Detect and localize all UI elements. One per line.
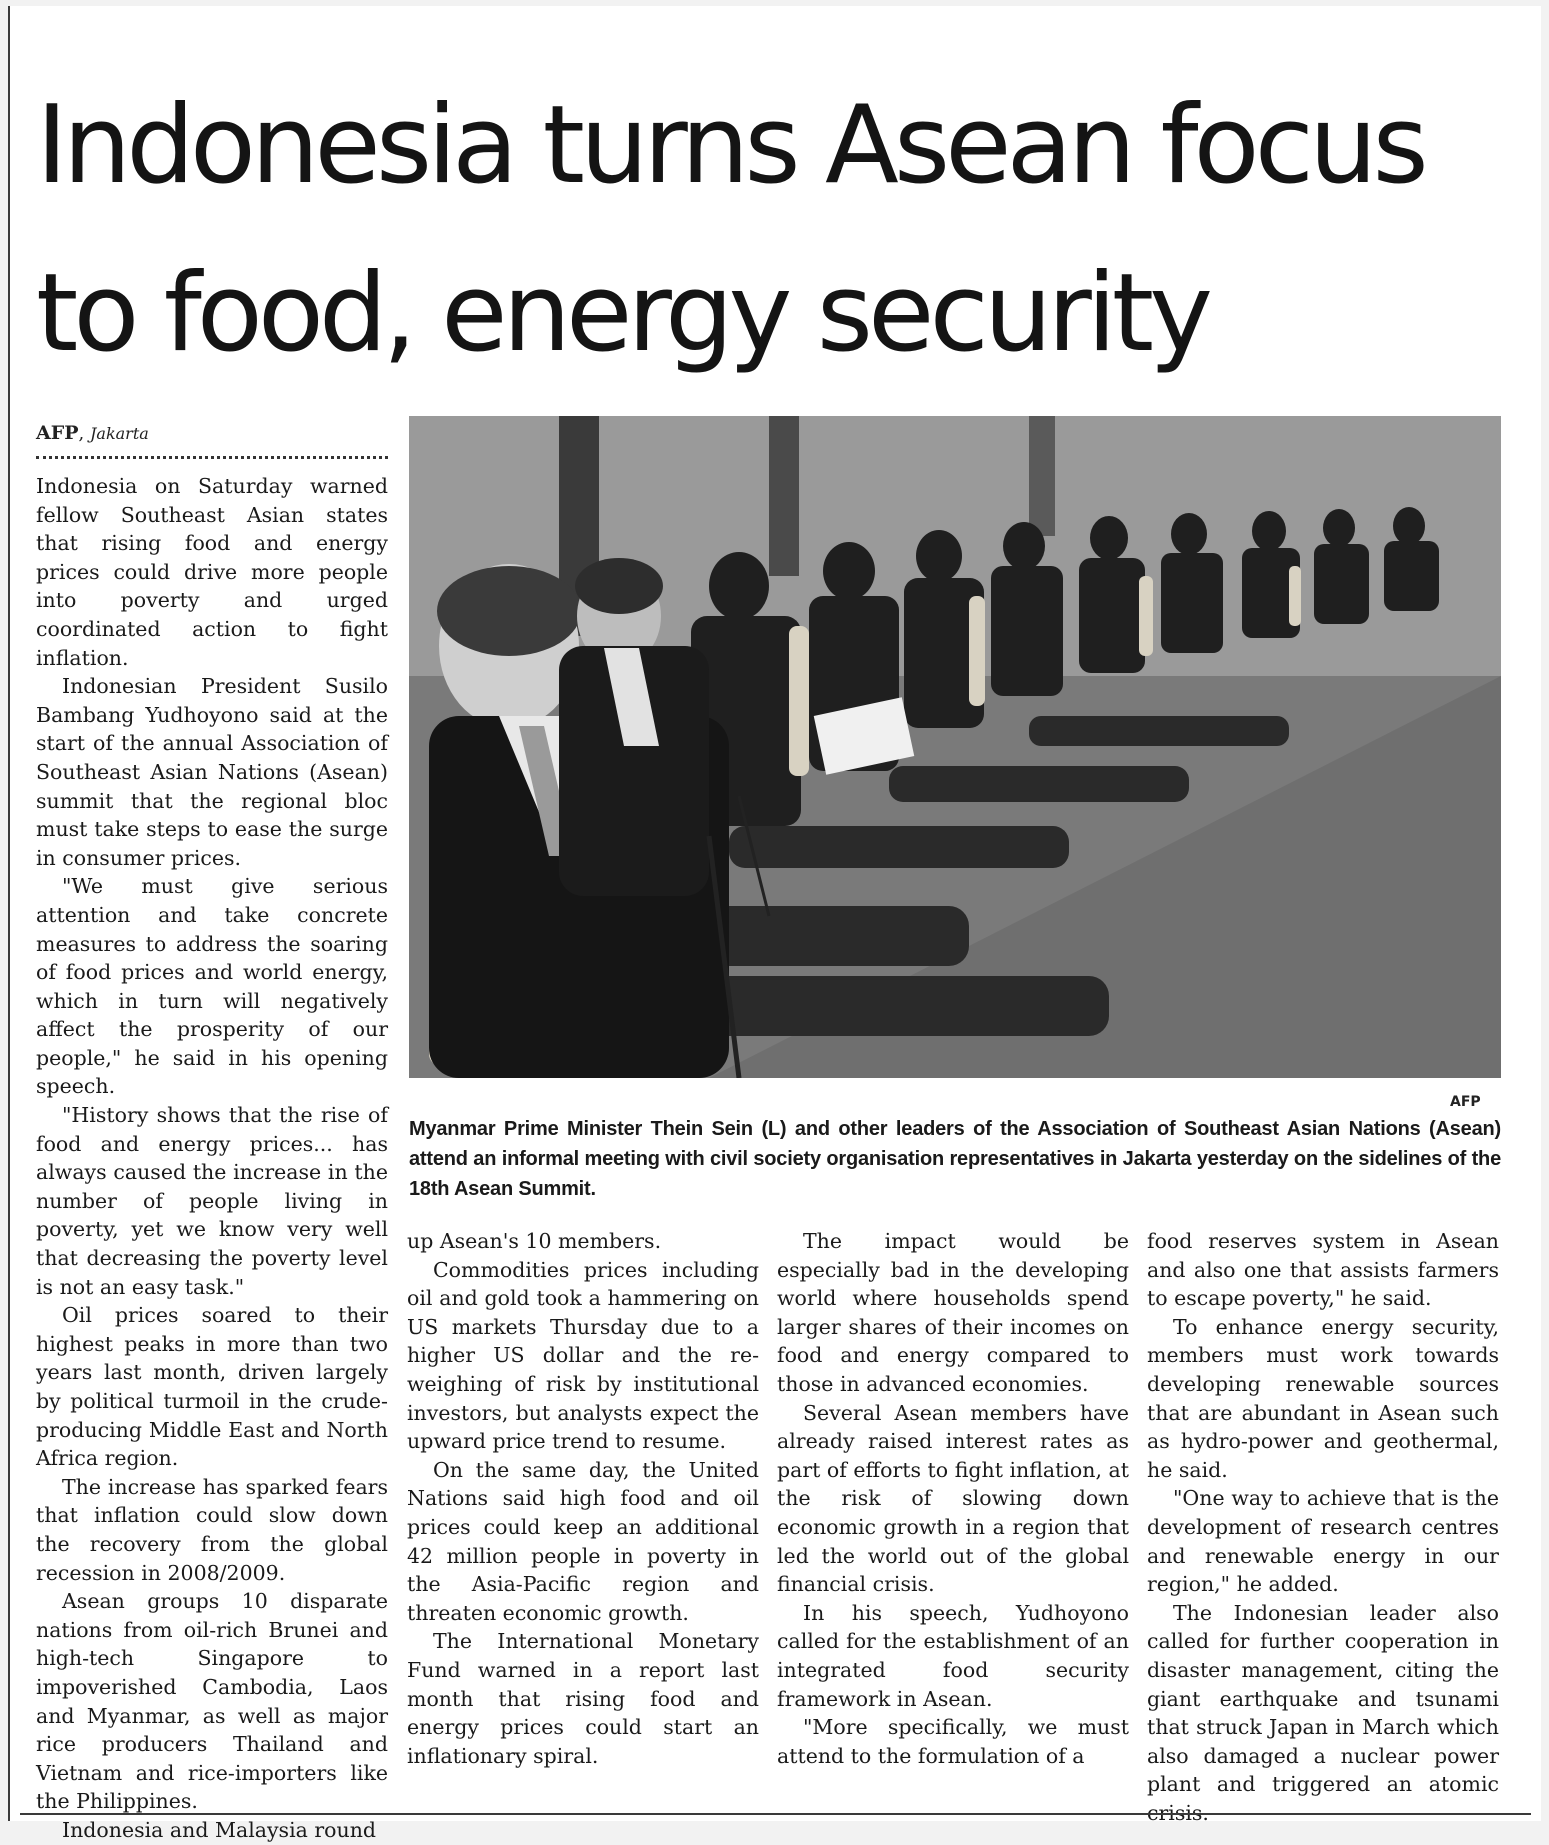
photo-illustration xyxy=(409,416,1501,1078)
photo-caption: Myanmar Prime Minister Thein Sein (L) and other leaders of the Association of Southeast Asian Nations (Asean) attend an informal meeting with civil society organisation representatives in Jakarta yesterday on the sidelines of the 18th Asean Summit. xyxy=(409,1118,1501,1200)
paragraph: food reserves system in Asean and also one that assists farmers to escape poverty," he said. xyxy=(1147,1229,1499,1311)
page-bottom-rule xyxy=(20,1813,1531,1815)
paragraph: "We must give serious attention and take concrete measures to address the soaring of food prices and world energy, which in turn will negatively affect the prosperity of our people," he said in his opening speech. xyxy=(36,874,388,1099)
paragraph: "History shows that the rise of food and energy prices... has always caused the increase in the number of people living in poverty, yet we know very well that decreasing the poverty level is not an easy task." xyxy=(36,1103,388,1299)
paragraph: Asean groups 10 disparate nations from oil-rich Brunei and high-tech Singapore to impoverished Cambodia, Laos and Myanmar, as well as major rice producers Thailand and Vietnam and rice-importers like the Philippines. xyxy=(36,1589,388,1814)
newspaper-page xyxy=(8,6,1541,1842)
paragraph: "One way to achieve that is the development of research centres and renewable energy in our region," he added. xyxy=(1147,1486,1499,1597)
paragraph: The International Monetary Fund warned in a report last month that rising food and energy prices could start an inflationary spiral. xyxy=(407,1629,759,1768)
article-column-1 xyxy=(36,472,388,1845)
byline-divider xyxy=(36,456,388,459)
byline: AFP, Jakarta xyxy=(36,422,149,444)
paragraph: The impact would be especially bad in the developing world where households spend larger shares of their incomes on food and energy compared to those in advanced economies. xyxy=(777,1229,1129,1396)
paragraph: "More specifically, we must attend to the formulation of a xyxy=(777,1715,1129,1768)
paragraph: Indonesian President Susilo Bambang Yudhoyono said at the start of the annual Association of Southeast Asian Nations (Asean) summit that the regional bloc must take steps to ease the surge in consumer prices. xyxy=(36,674,388,870)
paragraph: Commodities prices including oil and gold took a hammering on US markets Thursday due to a higher US dollar and the re-weighing of risk by institutional investors, but analysts expect the upward price trend to resume. xyxy=(407,1257,759,1454)
byline-dateline: Jakarta xyxy=(89,424,149,443)
paragraph: On the same day, the United Nations said high food and oil prices could keep an additional 42 million people in poverty in the Asia-Pacific region and threaten economic growth. xyxy=(407,1457,759,1625)
paragraph: The increase has sparked fears that inflation could slow down the recovery from the global recession in 2008/2009. xyxy=(36,1474,388,1585)
paragraph: Several Asean members have already raised interest rates as part of efforts to fight inflation, at the risk of slowing down economic growth in a region that led the world out of the global financial crisis. xyxy=(777,1400,1129,1597)
paragraph: To enhance energy security, members must work towards developing renewable sources that are abundant in Asean such as hydro-power and geothermal, he said. xyxy=(1147,1314,1499,1482)
article-column-3 xyxy=(777,1227,1129,1770)
byline-agency: AFP xyxy=(36,422,79,444)
paragraph: Indonesia on Saturday warned fellow Southeast Asian states that rising food and energy prices could drive more people into poverty and urged coordinated action to fight inflation. xyxy=(36,474,388,670)
paragraph: up Asean's 10 members. xyxy=(407,1229,662,1253)
news-photo xyxy=(409,416,1501,1078)
paragraph: Oil prices soared to their highest peaks in more than two years last month, driven largely by political turmoil in the crude-producing Middle East and North Africa region. xyxy=(36,1303,388,1471)
paragraph: The Indonesian leader also called for further cooperation in disaster management, citing the giant earthquake and tsunami that struck Japan in March which also damaged a nuclear power plant and triggered an atomic crisis. xyxy=(1147,1600,1499,1825)
article-column-4 xyxy=(1147,1227,1499,1827)
photo-credit: AFP xyxy=(1450,1094,1481,1110)
paragraph: In his speech, Yudhoyono called for the establishment of an integrated food security framework in Asean. xyxy=(777,1600,1129,1711)
article-column-2 xyxy=(407,1227,759,1770)
paragraph: Indonesia and Malaysia round xyxy=(62,1817,377,1842)
headline: Indonesia turns Asean focus to food, energy security xyxy=(36,83,1424,376)
